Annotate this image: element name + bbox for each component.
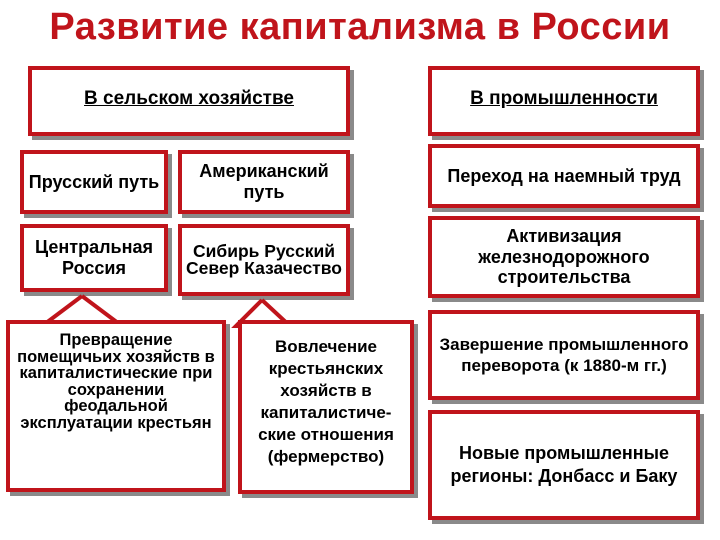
industrial-revolution-label: Завершение промышленного переворота (к 1880-м гг.) [439, 334, 689, 375]
industry-header-label: В промышленности [470, 88, 658, 109]
peasant-involvement-box [238, 320, 414, 494]
landlord-transformation-label: Превращение помещичьих хозяйств в капиталистические при сохранении феодальной эксплуатации крестьян [17, 331, 215, 432]
regions-label: Сибирь Русский Север Казачество [186, 240, 342, 278]
american-path-label: Американский путь [199, 161, 329, 202]
new-regions-label: Новые промышленные регионы: Донбасс и Баку [450, 442, 678, 486]
hired-labor-label: Переход на наемный труд [447, 165, 681, 186]
railway-box [428, 216, 700, 298]
new-regions-box [428, 410, 700, 520]
landlord-transformation-box [6, 320, 226, 492]
hired-labor-box [428, 144, 700, 208]
industrial-revolution-box [428, 310, 700, 400]
railway-label: Активизация железнодорожного строительства [478, 225, 650, 288]
page-title: Развитие капитализма в России [49, 6, 671, 48]
peasant-involvement-label: Вовлечение крестьянских хозяйств в капиталистиче-ские отношения (фермерство) [258, 337, 394, 467]
prussian-path-label: Прусский путь [28, 171, 160, 192]
agriculture-header-label: В сельском хозяйстве [84, 88, 294, 109]
central-russia-label: Центральная Россия [35, 237, 153, 278]
